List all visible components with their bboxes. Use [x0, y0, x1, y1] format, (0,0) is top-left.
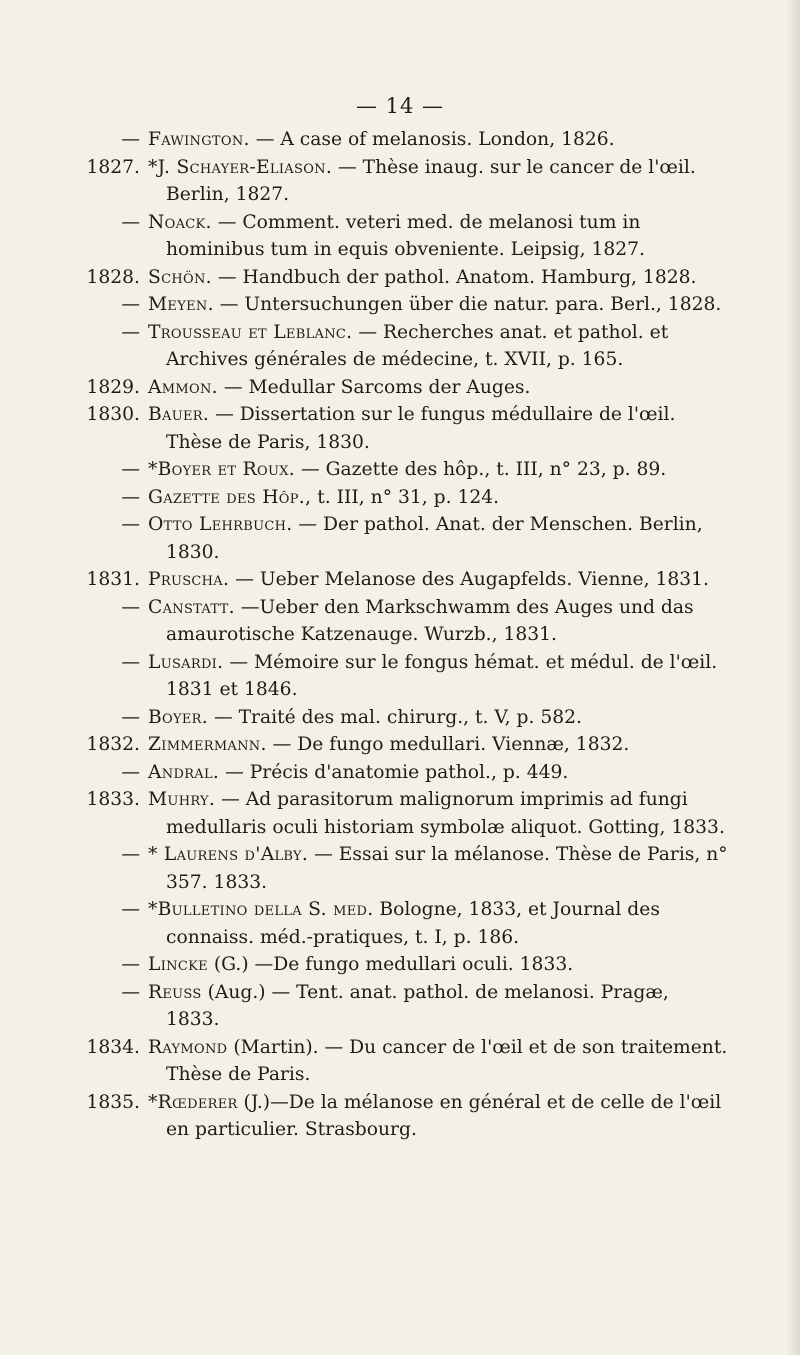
- entry-author: Bauer.: [148, 404, 210, 425]
- entry-year: —: [121, 651, 140, 673]
- entry-body: [148, 759, 728, 787]
- entry-body: [148, 731, 728, 759]
- entry-year: —: [121, 486, 140, 508]
- entry-text: Bologne, 1833, et Journal des connaiss. méd.-pratiques, t. I, p. 186.: [166, 899, 660, 948]
- entry-body: [148, 1089, 728, 1144]
- entry-author: Pruscha.: [148, 569, 230, 590]
- entry-author: Meyen.: [148, 294, 214, 315]
- bibliography-entry: [108, 291, 728, 319]
- entry-year: 1830.: [86, 404, 140, 425]
- entry-body: [148, 484, 728, 512]
- bibliography-entry: [86, 401, 728, 456]
- entry-text: — Handbuch der pathol. Anatom. Hamburg, 1828.: [217, 266, 697, 288]
- entry-year: —: [121, 844, 140, 865]
- entry-year: —: [121, 981, 140, 1003]
- entry-body: [148, 374, 728, 402]
- entry-author: Muhry.: [148, 789, 216, 810]
- entry-year: —: [121, 596, 140, 618]
- bibliography-entry: [108, 594, 728, 649]
- entry-body: [148, 154, 728, 209]
- entry-text: t. III, n° 31, p. 124.: [317, 486, 500, 508]
- entry-author: Fawington.: [148, 129, 250, 150]
- entry-year: 1827.: [86, 156, 140, 178]
- bibliography-entry: [86, 374, 728, 402]
- bibliography-entry: [108, 456, 728, 484]
- entry-body: [148, 1034, 728, 1089]
- entry-body: [148, 786, 728, 841]
- bibliography-entry: [108, 649, 728, 704]
- page-number: — 14 —: [355, 94, 445, 118]
- entry-year: 1833.: [86, 789, 140, 810]
- entry-author: Raymond: [148, 1036, 228, 1058]
- entry-author: *Rœderer: [148, 1091, 238, 1113]
- bibliography-entry: [86, 1089, 728, 1144]
- entry-text: — Thèse inaug. sur le cancer de l'œil. Berlin, 1827.: [166, 156, 696, 205]
- entry-author: Schön.: [148, 266, 212, 288]
- bibliography-list: [86, 126, 728, 1144]
- entry-text: — Ad parasitorum malignorum imprimis ad fungi medullaris oculi historiam symbolæ aliquot. Gotting, 1833.: [166, 789, 725, 838]
- entry-author: Noack.: [148, 211, 212, 233]
- entry-year: 1831.: [86, 569, 140, 590]
- entry-author: * Laurens d'Alby.: [148, 844, 309, 865]
- entry-text: — Dissertation sur le fungus médullaire de l'œil. Thèse de Paris, 1830.: [166, 404, 676, 453]
- entry-body: [148, 979, 728, 1034]
- entry-body: [148, 511, 728, 566]
- entry-body: [148, 649, 728, 704]
- entry-author: Boyer.: [148, 706, 208, 728]
- bibliography-entry: [86, 1034, 728, 1089]
- entry-year: 1829.: [86, 376, 140, 398]
- entry-body: [148, 896, 728, 951]
- entry-author: Andral.: [148, 761, 220, 783]
- entry-year: 1828.: [86, 266, 140, 288]
- entry-text: — Ueber Melanose des Augapfelds. Vienne, 1831.: [235, 569, 709, 590]
- entry-body: [148, 209, 728, 264]
- bibliography-entry: [108, 979, 728, 1034]
- entry-year: —: [121, 129, 140, 150]
- entry-text: — Recherches anat. et pathol. et Archives générales de médecine, t. XVII, p. 165.: [166, 321, 669, 370]
- entry-author: Trousseau et Leblanc.: [148, 321, 353, 343]
- bibliography-entry: [86, 264, 728, 292]
- entry-text: —Ueber den Markschwamm des Auges und das amaurotische Katzenauge. Wurzb., 1831.: [166, 596, 694, 645]
- bibliography-entry: [108, 209, 728, 264]
- bibliography-entry: [108, 896, 728, 951]
- entry-text: (Aug.) — Tent. anat. pathol. de melanosi. Pragæ, 1833.: [166, 981, 669, 1030]
- bibliography-entry: [108, 511, 728, 566]
- entry-text: — De fungo medullari. Viennæ, 1832.: [272, 734, 630, 755]
- entry-body: [148, 951, 728, 979]
- entry-text: (J.)—De la mélanose en général et de celle de l'œil en particulier. Strasbourg.: [166, 1091, 722, 1140]
- entry-year: —: [121, 899, 140, 920]
- bibliography-entry: [108, 951, 728, 979]
- bibliography-entry: [108, 319, 728, 374]
- bibliography-entry: [86, 786, 728, 841]
- entry-author: Lincke: [148, 954, 208, 975]
- entry-text: — Mémoire sur le fongus hémat. et médul. de l'œil. 1831 et 1846.: [166, 651, 718, 700]
- entry-text: — Précis d'anatomie pathol., p. 449.: [225, 761, 569, 783]
- entry-text: (G.) —De fungo medullari oculi. 1833.: [213, 954, 574, 975]
- entry-year: —: [121, 321, 140, 343]
- entry-author: Reuss: [148, 981, 202, 1003]
- entry-year: —: [121, 459, 140, 480]
- entry-author: Zimmermann.: [148, 734, 267, 755]
- bibliography-entry: [108, 759, 728, 787]
- entry-author: *Bulletino della S. med.: [148, 899, 374, 920]
- entry-year: —: [121, 211, 140, 233]
- bibliography-entry: [108, 841, 728, 896]
- bibliography-entry: [86, 566, 728, 594]
- page-edge-shadow: [786, 0, 800, 1355]
- bibliography-entry: [86, 154, 728, 209]
- entry-body: [148, 841, 728, 896]
- entry-text: — Der pathol. Anat. der Menschen. Berlin, 1830.: [166, 514, 703, 563]
- entry-author: Canstatt.: [148, 596, 235, 618]
- entry-author: Ammon.: [148, 376, 218, 398]
- entry-author: *Boyer et Roux.: [148, 459, 296, 480]
- entry-text: — Untersuchungen über die natur. para. Berl., 1828.: [219, 294, 722, 315]
- entry-body: [148, 291, 728, 319]
- entry-text: — A case of melanosis. London, 1826.: [255, 129, 615, 150]
- entry-body: [148, 401, 728, 456]
- bibliography-entry: [108, 484, 728, 512]
- entry-text: — Medullar Sarcoms der Auges.: [223, 376, 531, 398]
- entry-year: 1834.: [86, 1036, 140, 1058]
- entry-year: —: [121, 954, 140, 975]
- entry-body: [148, 594, 728, 649]
- entry-year: —: [121, 706, 140, 728]
- entry-author: Gazette des Hôp.,: [148, 486, 312, 508]
- entry-text: — Gazette des hôp., t. III, n° 23, p. 89.: [300, 459, 667, 480]
- entry-text: — Essai sur la mélanose. Thèse de Paris, n° 357. 1833.: [166, 844, 728, 893]
- entry-author: Lusardi.: [148, 651, 224, 673]
- entry-body: [148, 566, 728, 594]
- entry-text: — Comment. veteri med. de melanosi tum in hominibus tum in equis obveniente. Leipsig, 1827.: [166, 211, 645, 260]
- entry-author: *J. Schayer-Eliason.: [148, 156, 333, 178]
- entry-body: [148, 126, 728, 154]
- entry-text: (Martin). — Du cancer de l'œil et de son traitement. Thèse de Paris.: [166, 1036, 728, 1085]
- entry-year: 1832.: [86, 734, 140, 755]
- entry-text: — Traité des mal. chirurg., t. V, p. 582.: [213, 706, 582, 728]
- entry-body: [148, 456, 728, 484]
- entry-body: [148, 264, 728, 292]
- bibliography-entry: [86, 731, 728, 759]
- entry-year: —: [121, 761, 140, 783]
- entry-year: —: [121, 294, 140, 315]
- bibliography-entry: [108, 126, 728, 154]
- entry-body: [148, 704, 728, 732]
- entry-body: [148, 319, 728, 374]
- entry-year: —: [121, 514, 140, 535]
- bibliography-entry: [108, 704, 728, 732]
- entry-year: 1835.: [86, 1091, 140, 1113]
- entry-author: Otto Lehrbuch.: [148, 514, 293, 535]
